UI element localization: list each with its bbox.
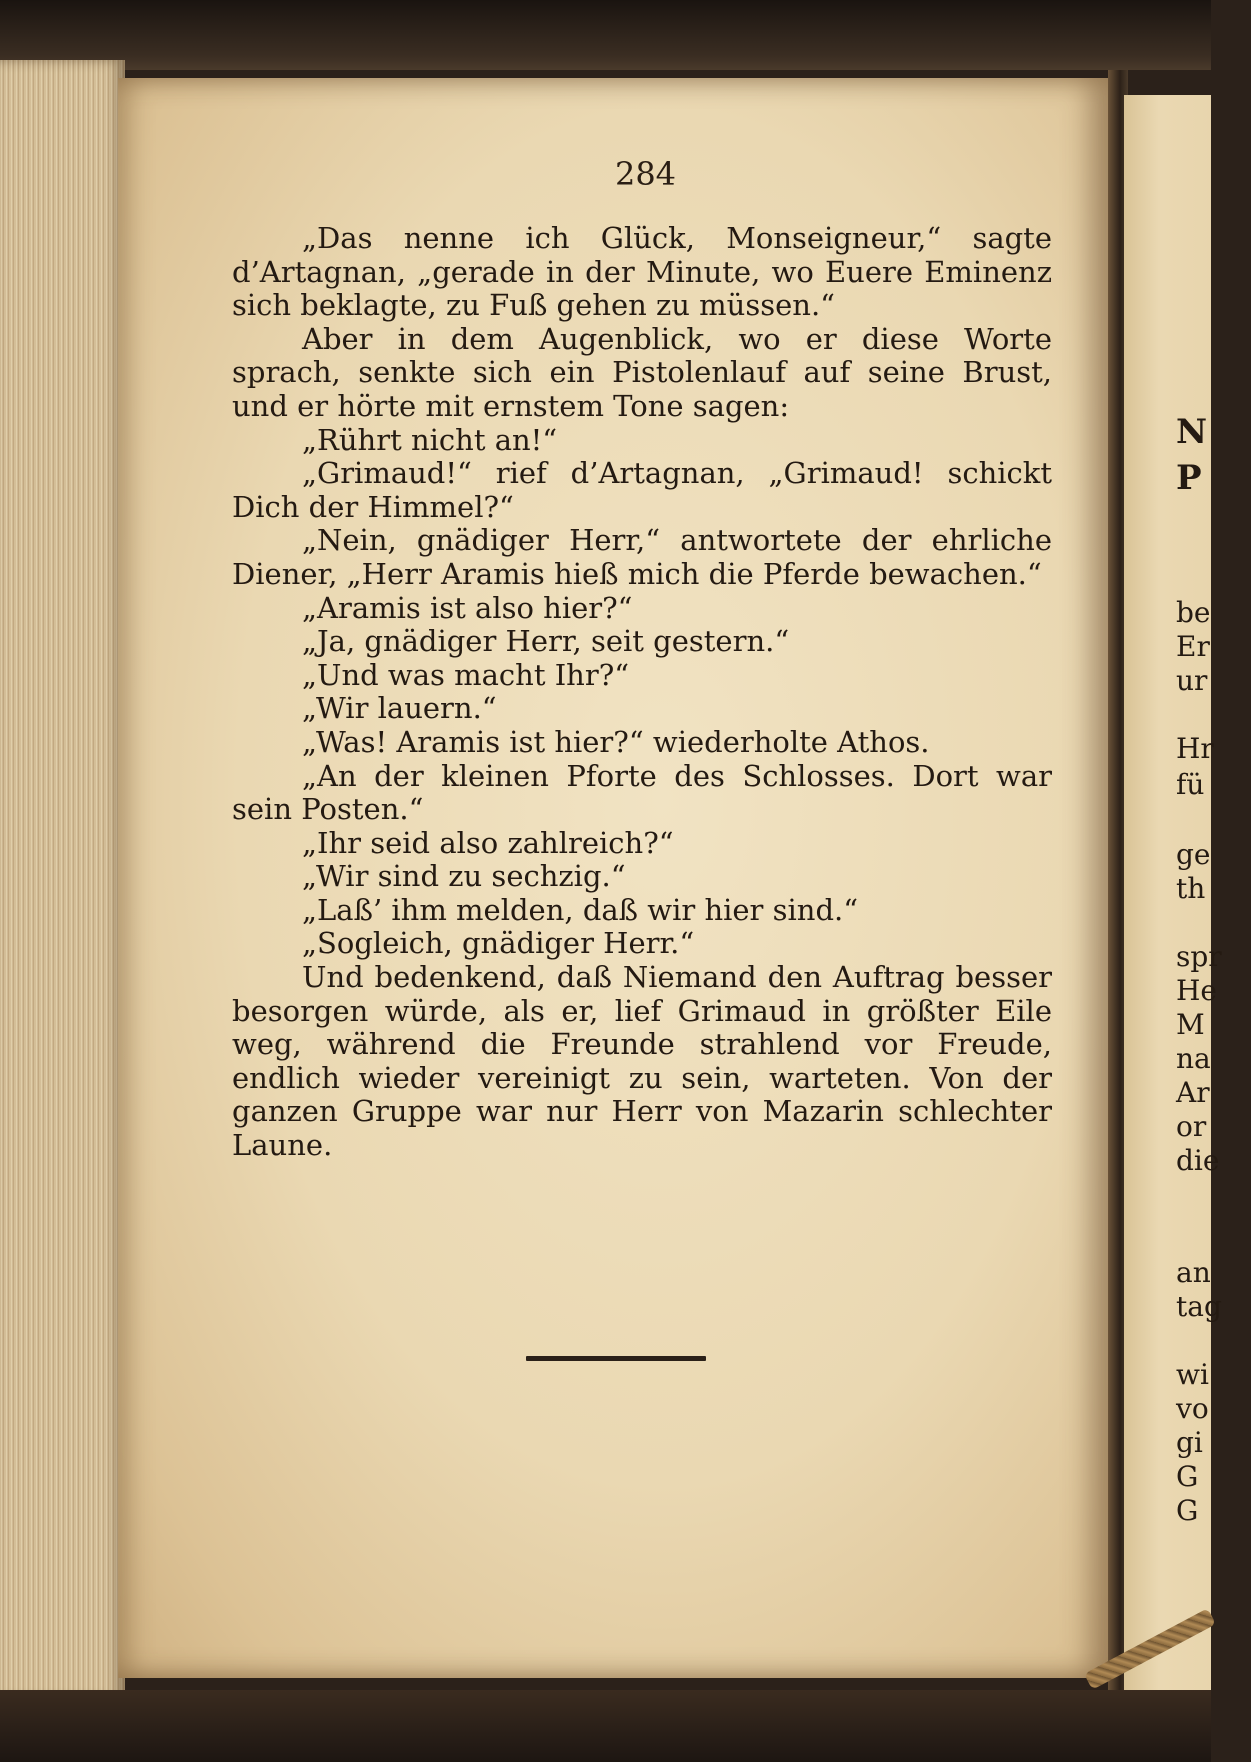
next-page-fragment: spr (1176, 940, 1222, 973)
book-cover-edge (0, 0, 1211, 70)
next-page-fragment: wi (1176, 1358, 1209, 1391)
paragraph: „An der kleinen Pforte des Schlosses. Dort war sein Posten.“ (232, 758, 1052, 827)
next-page-fragment: th (1176, 872, 1206, 905)
paragraph: „Grimaud!“ rief d’Artagnan, „Grimaud! schickt Dich der Himmel?“ (232, 456, 1052, 524)
next-page-fragment: die (1176, 1144, 1220, 1177)
next-page-fragment: G (1176, 1494, 1199, 1527)
next-page-fragment: ur (1176, 664, 1208, 697)
section-end-rule (526, 1356, 706, 1361)
next-page-fragment: or (1176, 1110, 1207, 1143)
paragraph: Und bedenkend, daß Niemand den Auftrag besser besorgen würde, als er, lief Grimaud in größter Eile weg, während die Freunde strahlend vor Freude, endlich wieder vereinigt zu sein, warteten. Von der ganzen Gruppe war nur Herr von Mazarin schlechter Laune. (232, 960, 1052, 1163)
next-page-fragment: an (1176, 1256, 1211, 1289)
next-page-fragment: N (1176, 412, 1208, 452)
page-text (232, 222, 1052, 1163)
paragraph: „Das nenne ich Glück, Monseigneur,“ sagte d’Artagnan, „gerade in der Minute, wo Euere Eminenz sich beklagte, zu Fuß gehen zu müssen.“ (232, 221, 1052, 323)
book-bottom-edge (0, 1690, 1211, 1762)
paragraph: „Wir sind zu sechzig.“ (302, 859, 626, 894)
paragraph: Aber in dem Augenblick, wo er diese Worte sprach, senkte sich ein Pistolenlauf auf seine Brust, und er hörte mit ernstem Tone sagen: (232, 321, 1052, 423)
next-page-fragment: na (1176, 1042, 1211, 1075)
paragraph: „Und was macht Ihr?“ (302, 657, 630, 692)
next-page-fragment: ge (1176, 838, 1211, 871)
next-page-fragment: be (1176, 596, 1211, 629)
next-page-fragment: tag (1176, 1290, 1222, 1323)
next-page-fragment: fü (1176, 768, 1205, 801)
next-page-fragment: vo (1176, 1392, 1209, 1425)
next-page-fragment: Hr (1176, 732, 1214, 765)
paragraph: „Sogleich, gnädiger Herr.“ (302, 926, 695, 961)
next-page-fragment: P (1176, 458, 1202, 498)
page-number: 284 (614, 155, 677, 193)
paragraph: „Was! Aramis ist hier?“ wiederholte Athos. (302, 724, 930, 759)
paragraph: „Rührt nicht an!“ (302, 422, 558, 457)
next-page-fragment: He (1176, 974, 1217, 1007)
paragraph: „Ihr seid also zahlreich?“ (302, 825, 674, 860)
paragraph: „Wir lauern.“ (302, 691, 497, 726)
paragraph: „Aramis ist also hier?“ (302, 590, 633, 625)
next-page-fragment: Er (1176, 630, 1210, 663)
next-page-fragment: gi (1176, 1426, 1203, 1459)
next-page-fragment: Ar (1176, 1076, 1210, 1109)
next-page-fragment: M (1176, 1008, 1205, 1041)
paragraph: „Ja, gnädiger Herr, seit gestern.“ (302, 624, 790, 659)
paragraph: „Laß’ ihm melden, daß wir hier sind.“ (302, 892, 859, 927)
paragraph: „Nein, gnädiger Herr,“ antwortete der ehrliche Diener, „Herr Aramis hieß mich die Pferde bewachen.“ (232, 523, 1052, 591)
next-page-fragment: G (1176, 1460, 1199, 1493)
page-edges-left (0, 60, 125, 1700)
